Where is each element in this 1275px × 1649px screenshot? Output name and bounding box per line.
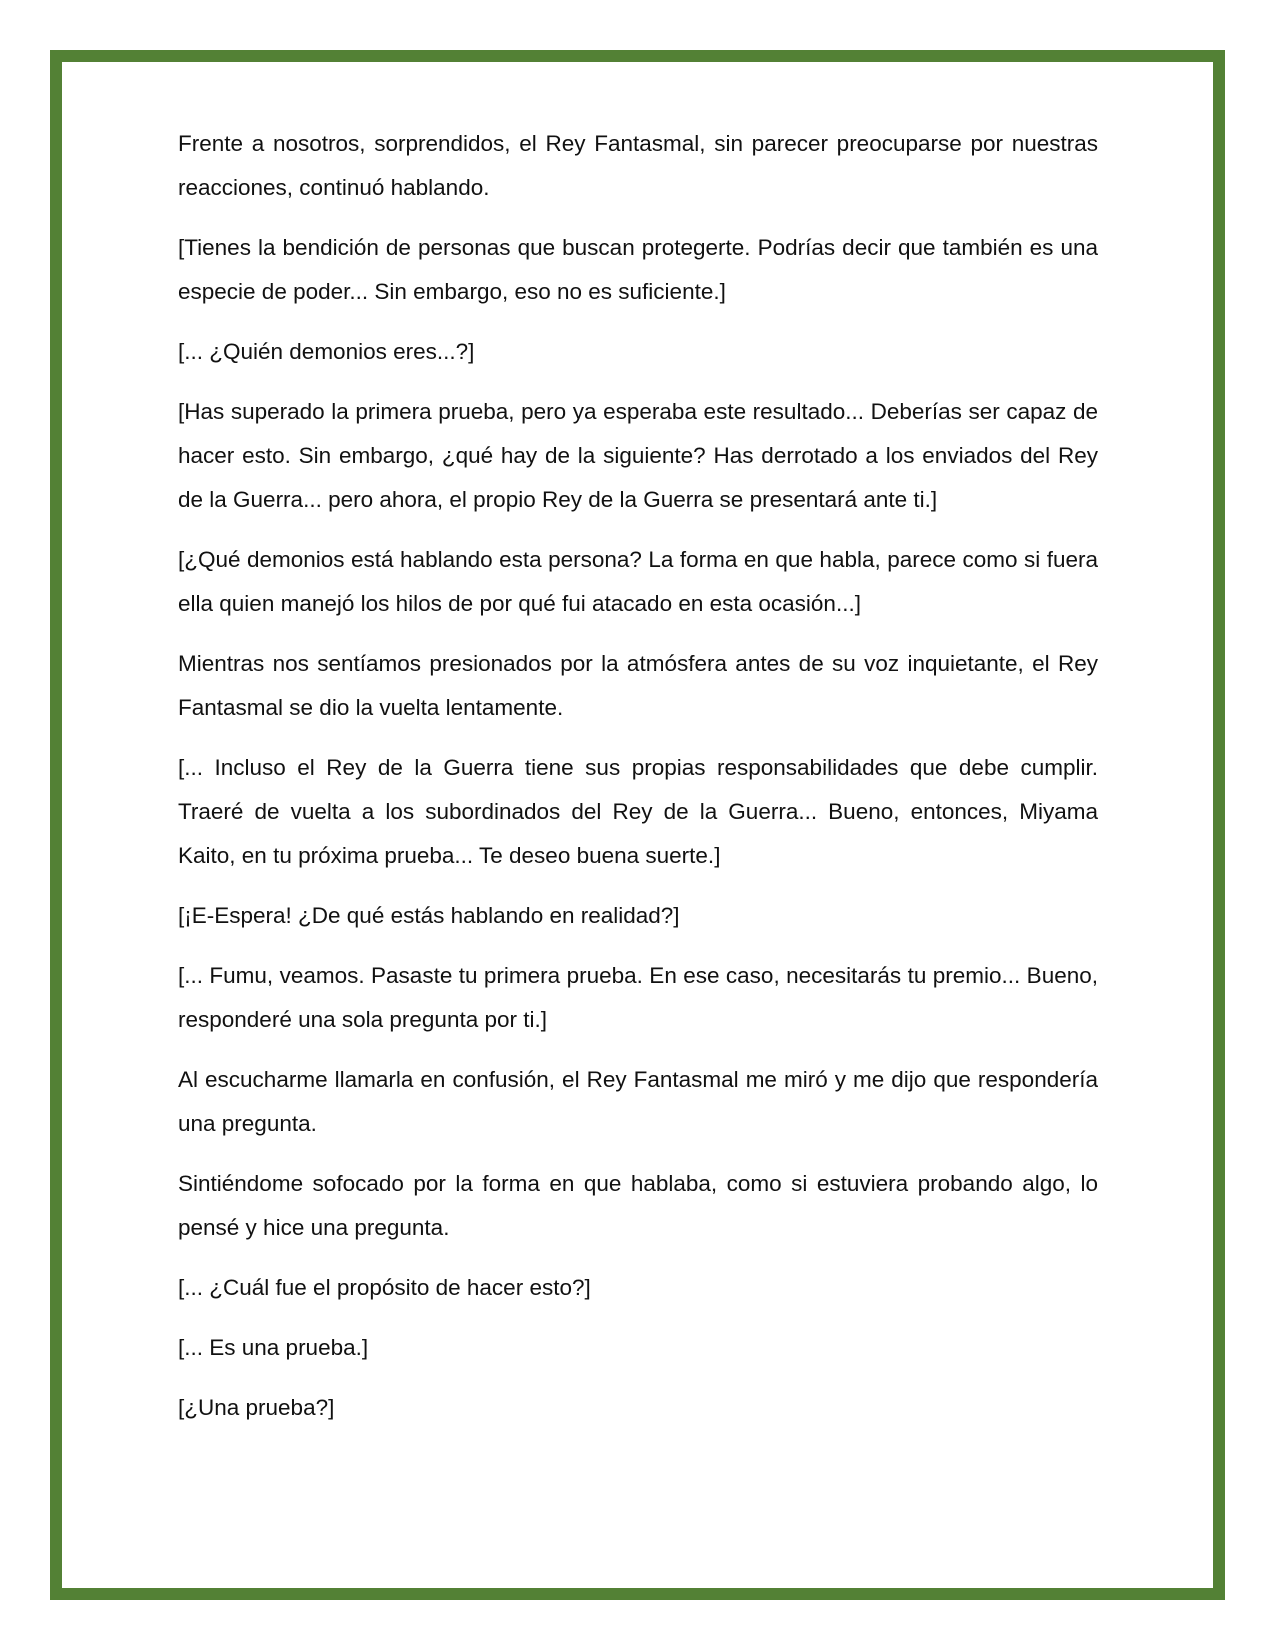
paragraph: [... Es una prueba.] [178,1335,369,1360]
paragraph: Mientras nos sentíamos presionados por la atmósfera antes de su voz inquietante, el Rey Fantasmal se dio la vuelta lentamente. [178,651,1098,720]
paragraph: [... Incluso el Rey de la Guerra tiene sus propias responsabilidades que debe cumplir. Traeré de vuelta a los subordinados del Rey de la Guerra... Bueno, entonces, Miyama Kaito, en tu próxima prueba... Te deseo buena suerte.] [178,755,1098,868]
document-body [178,122,1098,1446]
paragraph: [¡E-Espera! ¿De qué estás hablando en realidad?] [178,903,680,928]
paragraph: [... ¿Cuál fue el propósito de hacer esto?] [178,1275,591,1300]
paragraph: [¿Una prueba?] [178,1395,335,1420]
paragraph: [... ¿Quién demonios eres...?] [178,339,475,364]
paragraph: [Tienes la bendición de personas que buscan protegerte. Podrías decir que también es una especie de poder... Sin embargo, eso no es suficiente.] [178,235,1098,304]
paragraph: Frente a nosotros, sorprendidos, el Rey Fantasmal, sin parecer preocuparse por nuestras reacciones, continuó hablando. [178,131,1098,200]
paragraph: [Has superado la primera prueba, pero ya esperaba este resultado... Deberías ser capaz de hacer esto. Sin embargo, ¿qué hay de la siguiente? Has derrotado a los enviados del Rey de la Guerra... pero ahora, el propio Rey de la Guerra se presentará ante ti.] [178,399,1098,512]
paragraph: [... Fumu, veamos. Pasaste tu primera prueba. En ese caso, necesitarás tu premio... Bueno, responderé una sola pregunta por ti.] [178,963,1098,1032]
paragraph: Al escucharme llamarla en confusión, el Rey Fantasmal me miró y me dijo que respondería una pregunta. [178,1067,1098,1136]
paragraph: Sintiéndome sofocado por la forma en que hablaba, como si estuviera probando algo, lo pensé y hice una pregunta. [178,1171,1098,1240]
page-border-frame [50,50,1225,1600]
paragraph: [¿Qué demonios está hablando esta persona? La forma en que habla, parece como si fuera ella quien manejó los hilos de por qué fui atacado en esta ocasión...] [178,547,1098,616]
